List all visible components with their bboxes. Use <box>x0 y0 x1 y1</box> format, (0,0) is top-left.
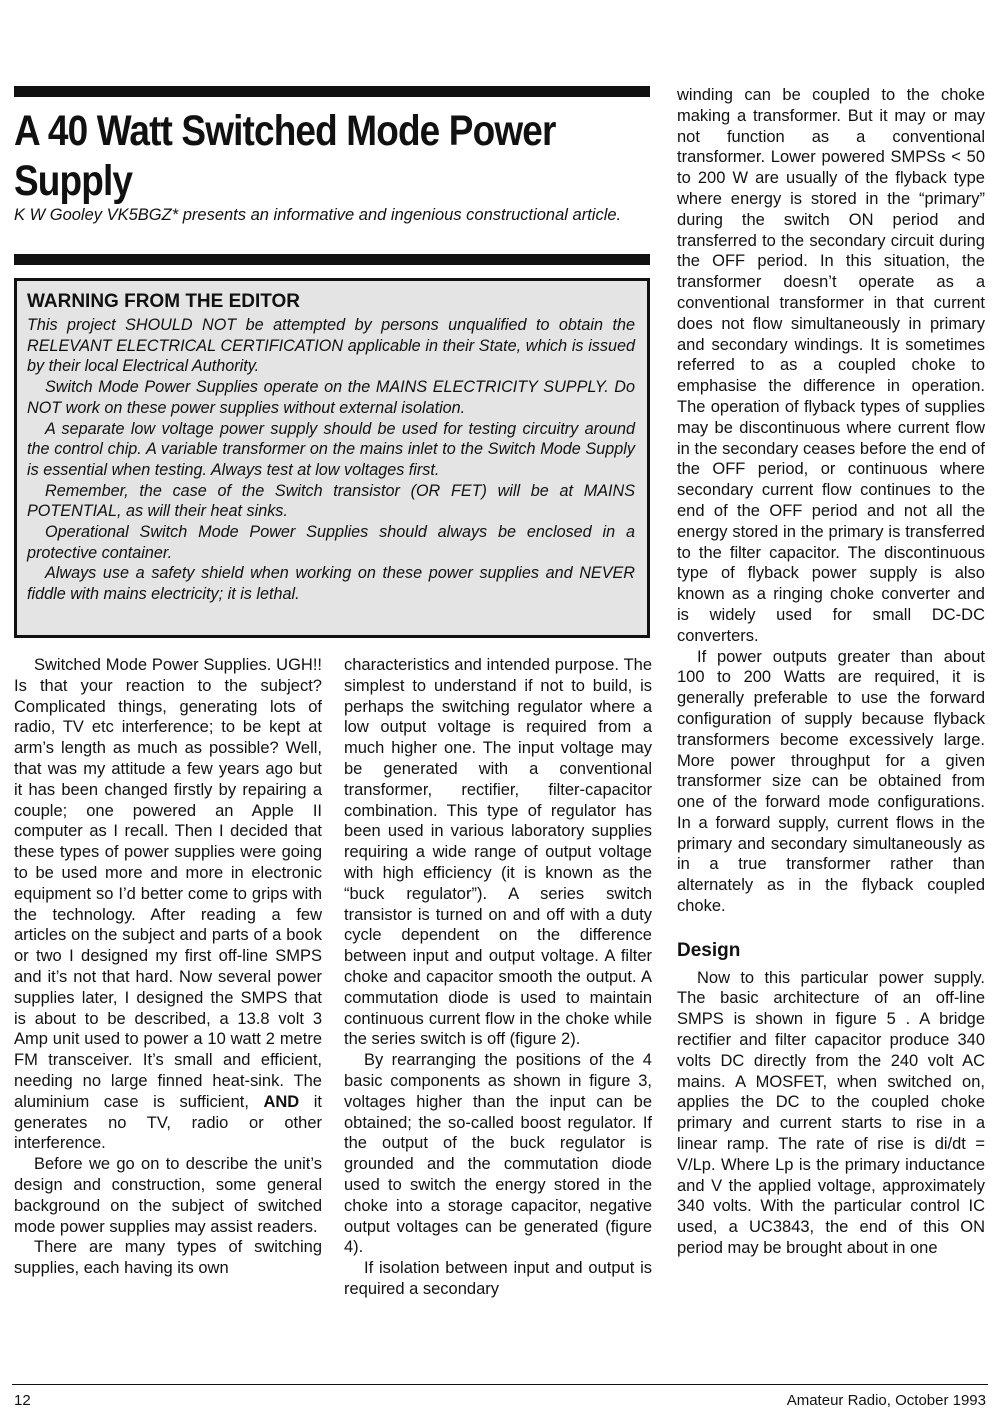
body-paragraph: winding can be coupled to the choke making a transformer. But it may or may not function as a conventional transformer. Lower powered SMPSs < 50 to 200 W are usually of the flyback type where energy is stored in the “primary” during the switch ON period and transferred to the secondary circuit during the OFF period. In this situation, the transformer doesn’t operate as a conventional transformer in that current does not flow simultaneously in primary and secondary windings. It is sometimes referred to as a coupled choke to emphasise the difference in operation. The operation of flyback types of supplies may be discontinuous where current flow in the secondary ceases before the end of the OFF period, or continuous where secondary current flow continues to the end of the OFF period and not all the energy stored in the primary is transferred to the filter capacitor. The discontinuous type of flyback power supply is also known as a ringing choke converter and is widely used for small DC-DC converters. <box>677 86 985 645</box>
article-byline: K W Gooley VK5BGZ* presents an informative and ingenious constructional article. <box>14 206 622 224</box>
body-paragraph <box>14 655 322 1154</box>
warning-paragraph: A separate low voltage power supply should be used for testing circuitry around the control chip. A variable transformer on the mains inlet to the Switch Mode Supply is essential when testing. Always test at low voltages first. <box>27 419 635 479</box>
design-section-heading: Design <box>677 939 741 961</box>
body-paragraph: By rearranging the positions of the 4 basic components as shown in figure 3, voltages higher than the input can be obtained; the so-called boost regulator. If the output of the buck regulator is grounded and the commutation diode used to switch the energy stored in the choke into a storage capacitor, negative output voltages can be generated (figure 4). <box>344 1051 652 1257</box>
body-column-2 <box>344 655 652 1300</box>
body-paragraph: Before we go on to describe the unit’s design and construction, some general background on the subject of switched mode power supplies may assist readers. <box>14 1155 322 1236</box>
paragraph-text: Switched Mode Power Supplies. UGH!! Is that your reaction to the subject? Complicated things, generating lots of radio, TV etc interference; to be kept at arm’s length as much as possible? Well, that was my attitude a few years ago but it has been changed firstly by repairing a couple; one powered an Apple II computer as I recall. Then I decided that these types of power supplies were going to be used more and more in electronic equipment so I’d better come to grips with the technology. After reading a few articles on the subject and parts of a book or two I designed my first off-line SMPS and it’s not that hard. Now several power supplies later, I designed the SMPS that is about to be described, a 13.8 volt 3 Amp unit used to power a 10 watt 2 metre FM transceiver. It’s small and efficient, needing no large finned heat-sink. The aluminium case is sufficient, <box>14 656 322 1111</box>
body-paragraph: If isolation between input and output is required a secondary <box>344 1259 652 1298</box>
body-paragraph: If power outputs greater than about 100 to 200 Watts are required, it is generally preferable to use the forward configuration of supply because flyback transformers become excessively large. More power throughput for a given transformer size can be obtained from one of the forward mode configurations. In a forward supply, current flows in the primary and secondary simultaneously as in a true transformer rather than alternately as in the flyback coupled choke. <box>677 647 985 916</box>
title-bottom-rule <box>14 254 650 265</box>
body-paragraph: characteristics and intended purpose. The simplest to understand if not to build, is perhaps the switching regulator where a low output voltage is required from a much higher one. The input voltage may be generated with a conventional transformer, rectifier, filter-capacitor combination. This type of regulator has been used in various laboratory supplies requiring a wide range of output voltage with high efficiency (it is known as the “buck regulator”). A series switch transistor is turned on and off with a duty cycle dependent on the difference between input and output voltage. A filter choke and capacitor smooth the output. A commutation diode is used to maintain continuous current flow in the choke while the series switch is off (figure 2). <box>344 656 652 1049</box>
warning-paragraph: This project SHOULD NOT be attempted by persons unqualified to obtain the RELEVANT ELECTRICAL CERTIFICATION applicable in their State, which is issued by their local Electrical Authority. <box>27 316 635 376</box>
editor-warning-box <box>14 278 650 638</box>
body-paragraph: There are many types of switching supplies, each having its own <box>14 1238 322 1278</box>
warning-paragraph: Switch Mode Power Supplies operate on the MAINS ELECTRICITY SUPPLY. Do NOT work on these power supplies without external isolation. <box>27 378 635 417</box>
paragraph-text: it generates no TV, radio or other interference. <box>14 1092 322 1153</box>
warning-heading: WARNING FROM THE EDITOR <box>27 291 301 312</box>
body-paragraph: Now to this particular power supply. The basic architecture of an off-line SMPS is shown in figure 5 . A bridge rectifier and filter capacitor produce 340 volts DC directly from the 240 volt AC mains. A MOSFET, when switched on, applies the DC to the coupled choke primary and current starts to rise in a linear ramp. The rate of rise is di/dt = V/Lp. Where Lp is the primary inductance and V the applied voltage, approximately 340 volts. With the particular control IC used, a UC3843, the end of this ON period may be brought about in one <box>677 968 985 1258</box>
publication-info: Amateur Radio, October 1993 <box>786 1392 986 1409</box>
warning-paragraph: Remember, the case of the Switch transistor (OR FET) will be at MAINS POTENTIAL, as will their heat sinks. <box>27 481 635 521</box>
warning-paragraph: Operational Switch Mode Power Supplies should always be enclosed in a protective container. <box>27 523 635 562</box>
footer-rule <box>12 1384 988 1385</box>
article-title: A 40 Watt Switched Mode Power Supply <box>14 107 556 205</box>
body-column-1 <box>14 655 322 1279</box>
warning-paragraph: Always use a safety shield when working on these power supplies and NEVER fiddle with mains electricity; it is lethal. <box>27 564 635 604</box>
title-top-rule <box>14 86 650 97</box>
page-number: 12 <box>14 1392 31 1409</box>
body-column-3 <box>677 85 985 1259</box>
emphasis-and: AND <box>263 1092 300 1111</box>
